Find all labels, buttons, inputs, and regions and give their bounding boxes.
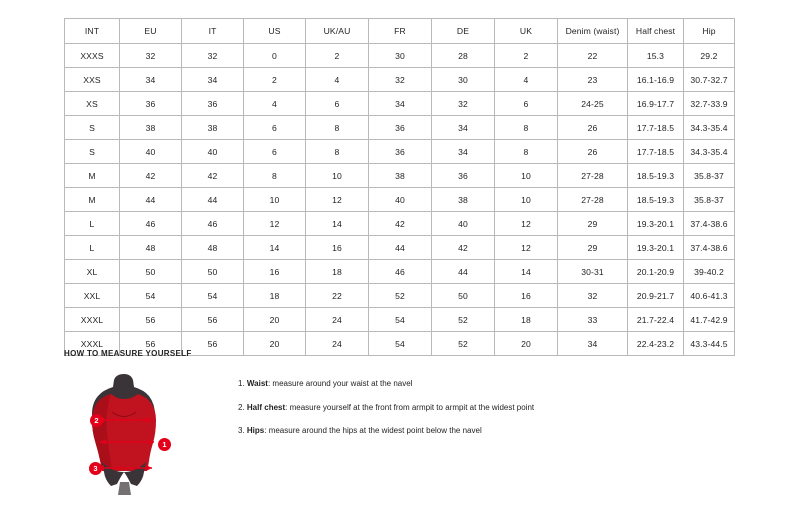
instruction-hips-number: 3.	[238, 426, 245, 436]
cell-us: 6	[244, 116, 306, 140]
cell-fr: 30	[369, 44, 432, 68]
cell-eu: 46	[120, 212, 182, 236]
cell-fr: 52	[369, 284, 432, 308]
cell-uk-au: 4	[306, 68, 369, 92]
cell-eu: 42	[120, 164, 182, 188]
cell-uk-au: 18	[306, 260, 369, 284]
cell-hip: 35.8-37	[684, 164, 735, 188]
cell-hip: 35.8-37	[684, 188, 735, 212]
cell-eu: 48	[120, 236, 182, 260]
cell-de: 30	[432, 68, 495, 92]
instruction-half-chest	[238, 403, 534, 413]
instruction-waist-number: 1.	[238, 379, 245, 388]
cell-us: 4	[244, 92, 306, 116]
instruction-waist	[238, 379, 534, 389]
cell-half-chest: 20.9-21.7	[628, 284, 684, 308]
cell-uk-au: 10	[306, 164, 369, 188]
table-row	[65, 116, 735, 140]
cell-uk: 8	[495, 140, 558, 164]
cell-uk: 10	[495, 164, 558, 188]
instruction-waist-term: Waist	[246, 379, 268, 388]
cell-de: 50	[432, 284, 495, 308]
how-to-measure-section	[64, 349, 744, 495]
cell-de: 36	[432, 164, 495, 188]
cell-us: 8	[244, 164, 306, 188]
cell-de: 52	[432, 308, 495, 332]
cell-hip: 30.7-32.7	[684, 68, 735, 92]
cell-us: 12	[244, 212, 306, 236]
cell-int: XXXS	[65, 44, 120, 68]
cell-eu: 34	[120, 68, 182, 92]
cell-hip: 39-40.2	[684, 260, 735, 284]
cell-de: 38	[432, 188, 495, 212]
instruction-hips-term: Hips	[246, 426, 265, 436]
cell-eu: 32	[120, 44, 182, 68]
cell-it: 38	[182, 116, 244, 140]
cell-uk-au: 6	[306, 92, 369, 116]
cell-uk-au: 8	[306, 140, 369, 164]
instruction-half-chest-text: : measure yourself at the front from armpit to armpit at the widest point	[285, 402, 535, 412]
cell-uk: 10	[495, 188, 558, 212]
cell-uk-au: 24	[306, 332, 369, 356]
cell-eu: 54	[120, 284, 182, 308]
cell-it: 46	[182, 212, 244, 236]
cell-de: 32	[432, 92, 495, 116]
cell-int: S	[65, 116, 120, 140]
table-row	[65, 236, 735, 260]
mannequin-illustration	[64, 370, 194, 495]
cell-denim-waist: 34	[558, 332, 628, 356]
cell-fr: 36	[369, 140, 432, 164]
cell-it: 56	[182, 308, 244, 332]
cell-uk-au: 16	[306, 236, 369, 260]
cell-it: 44	[182, 188, 244, 212]
cell-fr: 42	[369, 212, 432, 236]
table-row	[65, 140, 735, 164]
cell-it: 50	[182, 260, 244, 284]
cell-half-chest: 22.4-23.2	[628, 332, 684, 356]
cell-int: XXL	[65, 284, 120, 308]
cell-it: 36	[182, 92, 244, 116]
cell-hip: 34.3-35.4	[684, 116, 735, 140]
cell-uk-au: 22	[306, 284, 369, 308]
cell-denim-waist: 22	[558, 44, 628, 68]
cell-eu: 38	[120, 116, 182, 140]
cell-half-chest: 16.1-16.9	[628, 68, 684, 92]
column-header-int: INT	[65, 19, 120, 44]
cell-half-chest: 17.7-18.5	[628, 116, 684, 140]
cell-de: 40	[432, 212, 495, 236]
cell-eu: 50	[120, 260, 182, 284]
cell-hip: 43.3-44.5	[684, 332, 735, 356]
marker-3-hips: 3	[89, 462, 102, 475]
cell-hip: 37.4-38.6	[684, 212, 735, 236]
cell-eu: 36	[120, 92, 182, 116]
cell-half-chest: 19.3-20.1	[628, 212, 684, 236]
cell-hip: 29.2	[684, 44, 735, 68]
cell-half-chest: 21.7-22.4	[628, 308, 684, 332]
cell-uk-au: 24	[306, 308, 369, 332]
instruction-waist-text: : measure around your waist at the navel	[267, 379, 413, 388]
table-row	[65, 44, 735, 68]
cell-uk: 12	[495, 212, 558, 236]
cell-us: 20	[244, 308, 306, 332]
cell-fr: 36	[369, 116, 432, 140]
cell-it: 56	[182, 332, 244, 356]
cell-int: XXXL	[65, 308, 120, 332]
table-row	[65, 92, 735, 116]
cell-de: 34	[432, 140, 495, 164]
cell-fr: 44	[369, 236, 432, 260]
column-header-us: US	[244, 19, 306, 44]
table-row	[65, 164, 735, 188]
cell-int: S	[65, 140, 120, 164]
cell-denim-waist: 33	[558, 308, 628, 332]
cell-fr: 54	[369, 308, 432, 332]
cell-denim-waist: 30-31	[558, 260, 628, 284]
table-row	[65, 284, 735, 308]
cell-de: 34	[432, 116, 495, 140]
cell-de: 52	[432, 332, 495, 356]
cell-it: 48	[182, 236, 244, 260]
column-header-uk-au: UK/AU	[306, 19, 369, 44]
column-header-it: IT	[182, 19, 244, 44]
cell-de: 44	[432, 260, 495, 284]
cell-uk: 16	[495, 284, 558, 308]
marker-2-half-chest: 2	[90, 414, 103, 427]
cell-us: 0	[244, 44, 306, 68]
instruction-hips-text: : measure around the hips at the widest point below the navel	[264, 426, 482, 436]
cell-it: 54	[182, 284, 244, 308]
cell-hip: 37.4-38.6	[684, 236, 735, 260]
cell-it: 32	[182, 44, 244, 68]
mannequin-figure	[64, 370, 194, 495]
cell-hip: 41.7-42.9	[684, 308, 735, 332]
cell-us: 10	[244, 188, 306, 212]
cell-denim-waist: 26	[558, 116, 628, 140]
column-header-fr: FR	[369, 19, 432, 44]
cell-uk-au: 8	[306, 116, 369, 140]
instruction-half-chest-number: 2.	[238, 402, 245, 412]
column-header-denim-waist: Denim (waist)	[558, 19, 628, 44]
cell-half-chest: 19.3-20.1	[628, 236, 684, 260]
table-header	[65, 19, 735, 44]
cell-half-chest: 15.3	[628, 44, 684, 68]
cell-int: M	[65, 164, 120, 188]
cell-uk: 2	[495, 44, 558, 68]
cell-us: 16	[244, 260, 306, 284]
cell-uk: 14	[495, 260, 558, 284]
cell-int: XXS	[65, 68, 120, 92]
cell-half-chest: 18.5-19.3	[628, 164, 684, 188]
cell-hip: 34.3-35.4	[684, 140, 735, 164]
measure-instructions	[238, 370, 534, 450]
cell-us: 18	[244, 284, 306, 308]
cell-uk: 12	[495, 236, 558, 260]
how-to-measure-title: HOW TO MEASURE YOURSELF	[64, 349, 192, 358]
cell-denim-waist: 29	[558, 236, 628, 260]
cell-denim-waist: 27-28	[558, 188, 628, 212]
table-row	[65, 212, 735, 236]
cell-denim-waist: 26	[558, 140, 628, 164]
table-row	[65, 68, 735, 92]
column-header-hip: Hip	[684, 19, 735, 44]
table-row	[65, 188, 735, 212]
cell-eu: 44	[120, 188, 182, 212]
size-conversion-table	[64, 18, 735, 356]
table-row	[65, 260, 735, 284]
column-header-de: DE	[432, 19, 495, 44]
table-header-row	[65, 19, 735, 44]
table-row	[65, 308, 735, 332]
cell-denim-waist: 29	[558, 212, 628, 236]
cell-us: 14	[244, 236, 306, 260]
cell-it: 40	[182, 140, 244, 164]
cell-hip: 40.6-41.3	[684, 284, 735, 308]
column-header-uk: UK	[495, 19, 558, 44]
cell-denim-waist: 24-25	[558, 92, 628, 116]
cell-hip: 32.7-33.9	[684, 92, 735, 116]
cell-de: 42	[432, 236, 495, 260]
cell-int: XS	[65, 92, 120, 116]
cell-us: 2	[244, 68, 306, 92]
cell-it: 34	[182, 68, 244, 92]
cell-int: XXXL	[65, 332, 120, 356]
cell-uk: 6	[495, 92, 558, 116]
cell-uk: 18	[495, 308, 558, 332]
cell-fr: 54	[369, 332, 432, 356]
instruction-half-chest-term: Half chest	[246, 402, 286, 412]
cell-fr: 40	[369, 188, 432, 212]
cell-uk: 8	[495, 116, 558, 140]
cell-us: 20	[244, 332, 306, 356]
how-to-measure-body	[64, 370, 744, 495]
cell-denim-waist: 27-28	[558, 164, 628, 188]
cell-fr: 38	[369, 164, 432, 188]
cell-de: 28	[432, 44, 495, 68]
cell-fr: 46	[369, 260, 432, 284]
cell-int: L	[65, 212, 120, 236]
cell-uk-au: 2	[306, 44, 369, 68]
cell-half-chest: 16.9-17.7	[628, 92, 684, 116]
size-table-container	[64, 18, 734, 356]
cell-half-chest: 18.5-19.3	[628, 188, 684, 212]
table-body	[65, 44, 735, 356]
cell-int: M	[65, 188, 120, 212]
cell-uk-au: 14	[306, 212, 369, 236]
cell-eu: 40	[120, 140, 182, 164]
cell-it: 42	[182, 164, 244, 188]
column-header-eu: EU	[120, 19, 182, 44]
cell-int: XL	[65, 260, 120, 284]
cell-uk: 20	[495, 332, 558, 356]
cell-fr: 32	[369, 68, 432, 92]
cell-uk-au: 12	[306, 188, 369, 212]
instruction-hips	[238, 426, 534, 436]
cell-denim-waist: 23	[558, 68, 628, 92]
cell-fr: 34	[369, 92, 432, 116]
cell-uk: 4	[495, 68, 558, 92]
marker-1-waist: 1	[158, 438, 171, 451]
cell-eu: 56	[120, 332, 182, 356]
cell-half-chest: 17.7-18.5	[628, 140, 684, 164]
cell-us: 6	[244, 140, 306, 164]
cell-eu: 56	[120, 308, 182, 332]
cell-denim-waist: 32	[558, 284, 628, 308]
cell-half-chest: 20.1-20.9	[628, 260, 684, 284]
column-header-half-chest: Half chest	[628, 19, 684, 44]
cell-int: L	[65, 236, 120, 260]
